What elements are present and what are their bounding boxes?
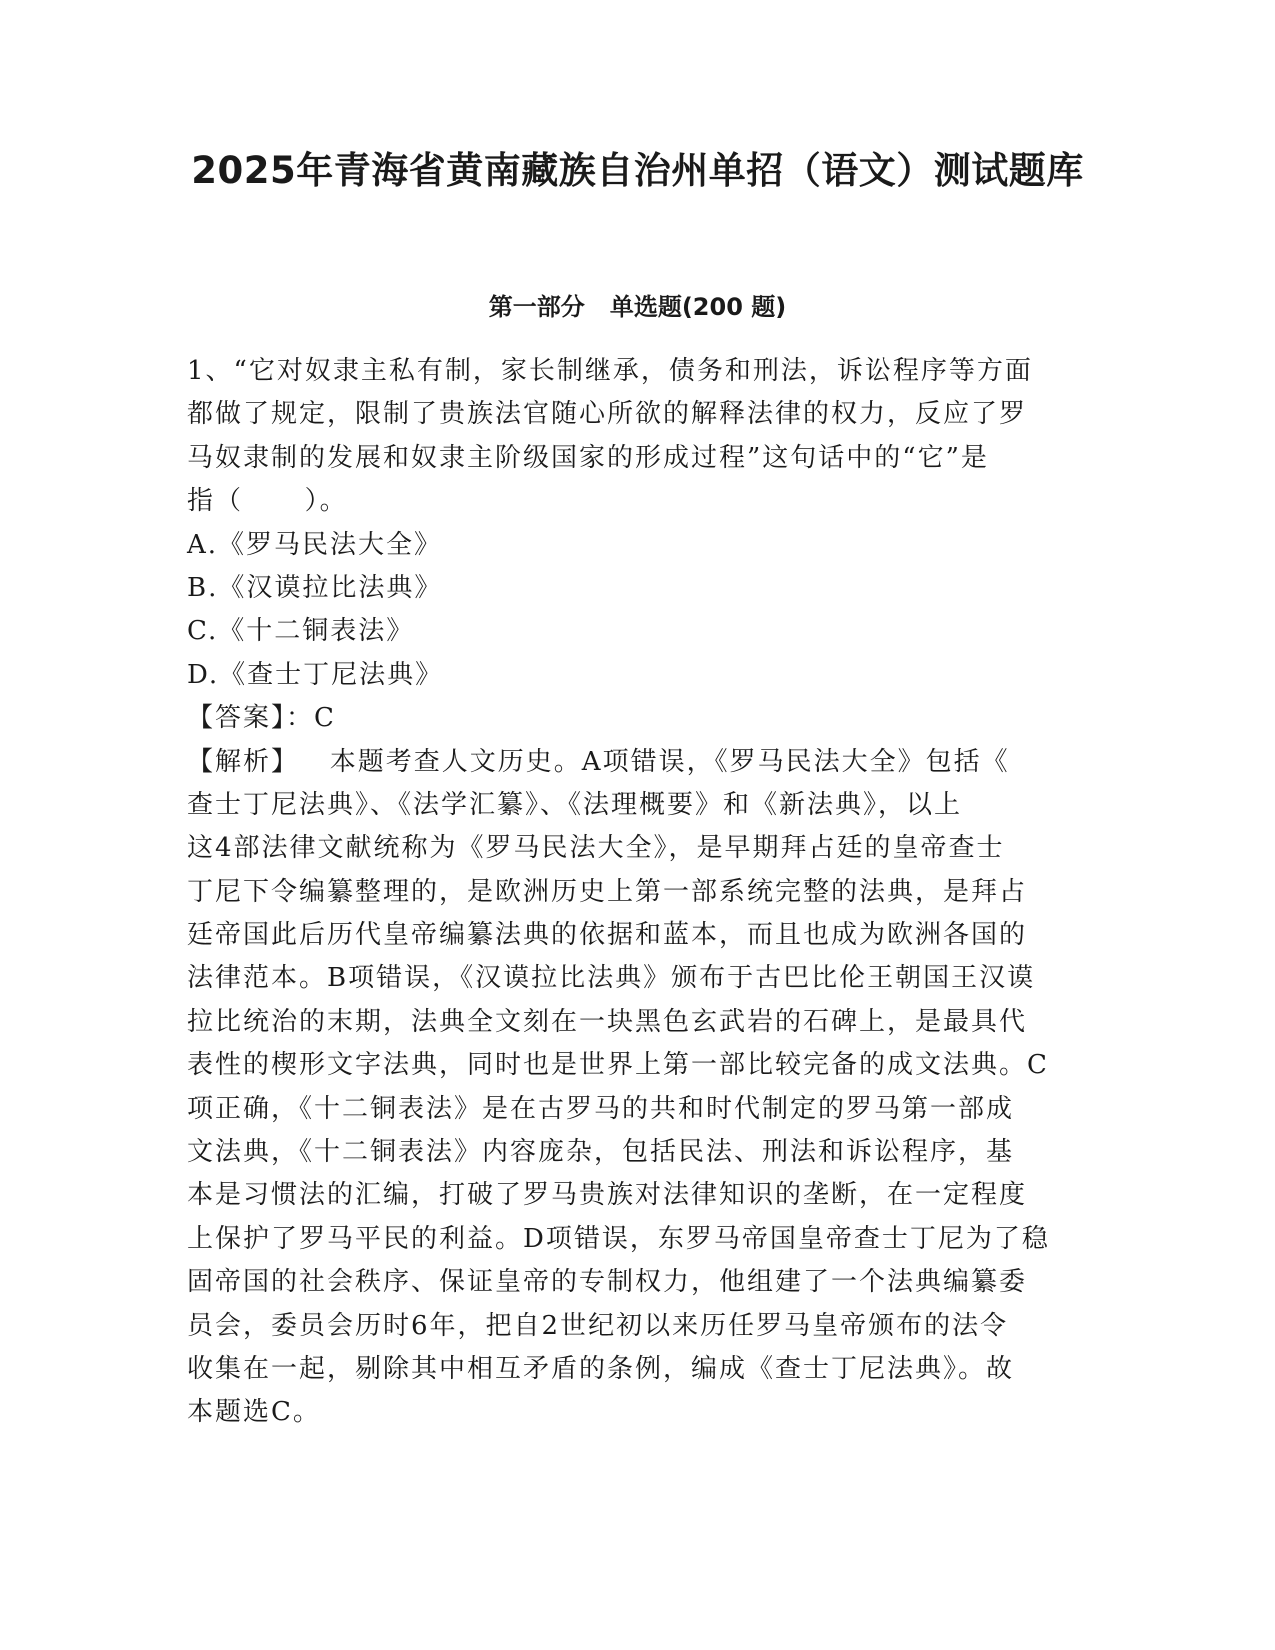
stem-line: 马奴隶制的发展和奴隶主阶级国家的形成过程”这句话中的“它”是 [187,442,989,473]
analysis-line: 廷帝国此后历代皇帝编纂法典的依据和蓝本，而且也成为欧洲各国的 [187,920,1028,951]
analysis-line: 这4部法律文献统称为《罗马民法大全》，是早期拜占廷的皇帝查士 [187,833,1005,864]
analysis-line: 表性的楔形文字法典，同时也是世界上第一部比较完备的成文法典。C [187,1050,1049,1081]
section-heading: 第一部分 单选题(200 题) [488,293,787,321]
option-d: D.《查士丁尼法典》 [187,659,444,690]
analysis-line: 查士丁尼法典》、《法学汇纂》、《法理概要》和《新法典》，以上 [187,789,963,820]
analysis-line: 文法典，《十二铜表法》内容庞杂，包括民法、刑法和诉讼程序，基 [187,1137,1015,1168]
question-block [187,350,1077,1435]
analysis-line: 项正确，《十二铜表法》是在古罗马的共和时代制定的罗马第一部成 [187,1093,1015,1124]
stem-line: 1、“它对奴隶主私有制，家长制继承，债务和刑法，诉讼程序等方面 [187,356,1033,386]
option-c: C.《十二铜表法》 [187,616,415,647]
analysis-line: 法律范本。B项错误，《汉谟拉比法典》颁布于古巴比伦王朝国王汉谟 [187,963,1036,994]
analysis-line: 上保护了罗马平民的利益。D项错误，东罗马帝国皇帝查士丁尼为了稳 [187,1223,1050,1254]
stem-line: 指（ ）。 [187,486,348,517]
option-b: B.《汉谟拉比法典》 [187,572,443,603]
analysis-line: 收集在一起，剔除其中相互矛盾的条例，编成《查士丁尼法典》。故 [187,1353,1015,1384]
question-stem [187,350,1077,524]
analysis-line: 【解析】 本题考查人文历史。A项错误，《罗马民法大全》包括《 [187,746,1010,777]
answer-line: 【答案】：C [187,703,336,734]
option-a: A.《罗马民法大全》 [187,529,443,560]
analysis-block [187,741,1077,1435]
analysis-line: 丁尼下令编纂整理的，是欧洲历史上第一部系统完整的法典，是拜占 [187,876,1028,907]
options-list [187,524,1077,698]
analysis-line: 本题选C。 [187,1397,321,1428]
analysis-line: 固帝国的社会秩序、保证皇帝的专制权力，他组建了一个法典编纂委 [187,1267,1028,1298]
analysis-line: 拉比统治的末期，法典全文刻在一块黑色玄武岩的石碑上，是最具代 [187,1006,1028,1037]
stem-line: 都做了规定，限制了贵族法官随心所欲的解释法律的权力，反应了罗 [187,399,1028,430]
analysis-line: 本是习惯法的汇编，打破了罗马贵族对法律知识的垄断，在一定程度 [187,1180,1028,1211]
document-title: 2025年青海省黄南藏族自治州单招（语文）测试题库 [191,149,1084,192]
analysis-line: 员会，委员会历时6年，把自2世纪初以来历任罗马皇帝颁布的法令 [187,1310,1009,1341]
